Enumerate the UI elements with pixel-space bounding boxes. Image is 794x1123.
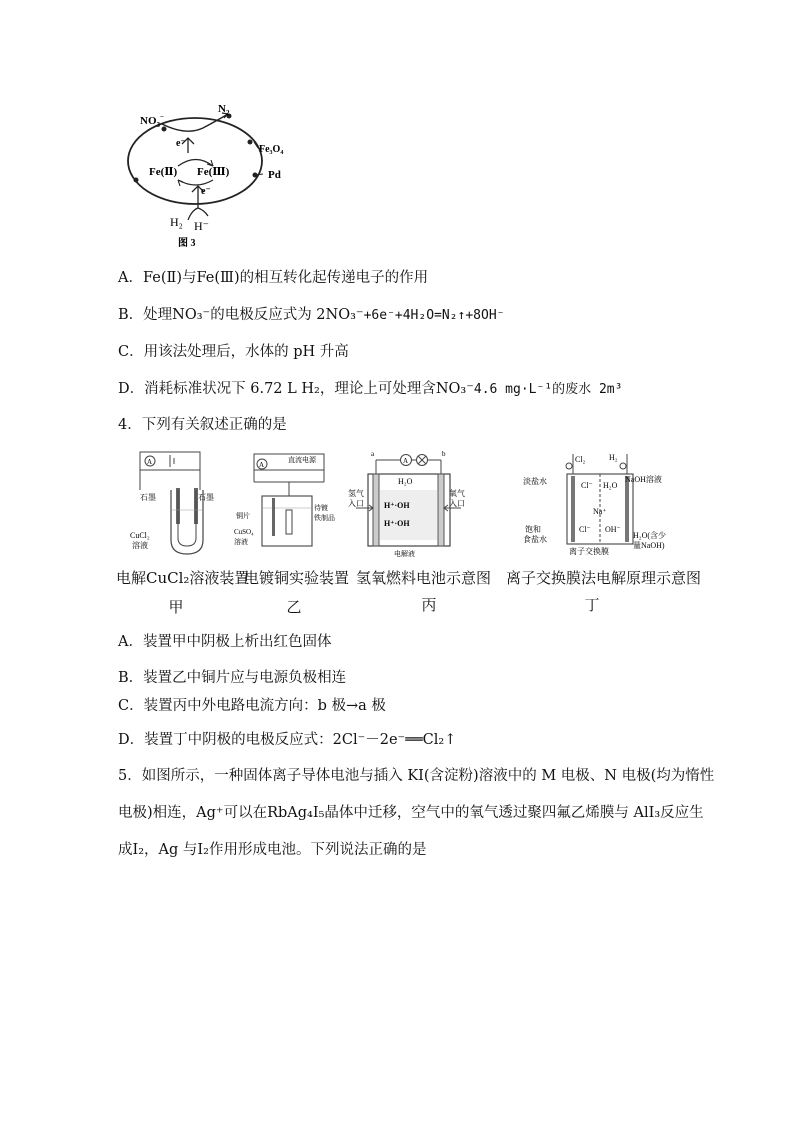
svg-text:NaOH溶液: NaOH溶液 xyxy=(625,475,662,484)
device-yi-caption: 电镀铜实验装置 xyxy=(244,569,350,587)
fe3-label: Fe(Ⅲ) xyxy=(197,166,230,178)
svg-text:Na⁺: Na⁺ xyxy=(593,507,607,516)
svg-text:石墨: 石墨 xyxy=(198,493,214,502)
svg-text:A: A xyxy=(403,457,409,465)
q4-stem: 4．下列有关叙述正确的是 xyxy=(118,417,287,433)
svg-text:H₂O: H₂O xyxy=(398,477,413,486)
q4-option-d: D．装置丁中阴极的电极反应式：2Cl⁻－2e⁻══Cl₂↑ xyxy=(118,732,457,748)
svg-text:b: b xyxy=(442,450,446,458)
svg-text:食盐水: 食盐水 xyxy=(523,535,547,544)
fe3o4-label: Fe₃O₄ xyxy=(259,144,284,155)
device-ding-diagram xyxy=(515,452,685,564)
fe2-label: Fe(Ⅱ) xyxy=(149,166,178,178)
svg-text:A: A xyxy=(259,461,265,469)
q4-option-a: A．装置甲中阴极上析出红色固体 xyxy=(118,634,332,650)
svg-text:溶液: 溶液 xyxy=(132,541,148,550)
q5-line-2: 电极)相连，Ag⁺可以在RbAg₄I₅晶体中迁移，空气中的氧气透过聚四氟乙烯膜与 AlI₃反应生 xyxy=(118,805,704,821)
svg-text:石墨: 石墨 xyxy=(140,493,156,502)
figure-3-caption: 图 3 xyxy=(178,238,196,249)
q3-option-d: D．消耗标准状况下 6.72 L H₂，理论上可处理含NO₃⁻4.6 mg·L⁻¹的废水 2m³ xyxy=(118,381,623,397)
device-bing-label: 丙 xyxy=(421,596,437,614)
q5-line-3: 成I₂，Ag 与I₂作用形成电池。下列说法正确的是 xyxy=(118,842,427,858)
svg-text:电解液: 电解液 xyxy=(394,550,415,558)
q4-option-b: B．装置乙中铜片应与电源负极相连 xyxy=(118,670,347,686)
svg-text:直流电源: 直流电源 xyxy=(288,456,316,464)
svg-text:溶液: 溶液 xyxy=(234,538,248,546)
h2-label: H₂ xyxy=(170,215,183,229)
q3-option-a: A．Fe(Ⅱ)与Fe(Ⅲ)的相互转化起传递电子的作用 xyxy=(118,270,429,286)
svg-text:A: A xyxy=(147,458,153,466)
svg-text:入口: 入口 xyxy=(449,499,465,508)
svg-text:入口: 入口 xyxy=(348,499,364,508)
device-ding-caption: 离子交换膜法电解原理示意图 xyxy=(506,569,702,587)
svg-text:H⁺·OH: H⁺·OH xyxy=(384,501,410,510)
svg-text:待镀: 待镀 xyxy=(314,504,328,512)
q4-option-c: C．装置丙中外电路电流方向：b 极→a 极 xyxy=(118,698,386,714)
q3-option-b: B．处理NO₃⁻的电极反应式为 2NO₃⁻+6e⁻+4H₂O=N₂↑+8OH⁻ xyxy=(118,307,505,323)
svg-text:CuSO₄: CuSO₄ xyxy=(234,528,254,536)
no3-label: $NO_3^-$ xyxy=(140,113,164,129)
device-jia-caption: 电解CuCl₂溶液装置 xyxy=(116,569,250,587)
device-jia-diagram xyxy=(126,450,226,565)
device-yi-label: 乙 xyxy=(286,598,302,616)
device-bing-diagram xyxy=(346,446,471,561)
q3-option-c: C．用该法处理后，水体的 pH 升高 xyxy=(118,344,349,360)
svg-text:铜片: 铜片 xyxy=(236,512,250,520)
svg-text:氧气: 氧气 xyxy=(449,489,465,498)
svg-text:OH⁻: OH⁻ xyxy=(605,525,621,534)
svg-text:离子交换膜: 离子交换膜 xyxy=(569,547,609,556)
svg-text:Cl⁻: Cl⁻ xyxy=(579,525,591,534)
device-ding-label: 丁 xyxy=(584,596,600,614)
svg-text:H⁺·OH: H⁺·OH xyxy=(384,519,410,528)
svg-text:饱和: 饱和 xyxy=(525,525,541,534)
hminus-label: H⁻ xyxy=(194,219,209,233)
svg-text:Cl₂: Cl₂ xyxy=(575,455,586,464)
svg-text:淡盐水: 淡盐水 xyxy=(523,477,547,486)
electron-top-label: e⁻ xyxy=(176,138,186,149)
svg-text:量NaOH): 量NaOH) xyxy=(633,541,665,550)
electron-bottom-label: e⁻ xyxy=(201,186,211,197)
device-yi-diagram xyxy=(232,450,342,560)
figure-3-diagram xyxy=(118,98,298,258)
svg-text:铁制品: 铁制品 xyxy=(314,514,335,522)
svg-text:H₂: H₂ xyxy=(609,453,618,462)
svg-text:H₂O: H₂O xyxy=(603,481,618,490)
svg-text:a: a xyxy=(371,450,375,458)
pd-label: Pd xyxy=(268,169,281,181)
svg-text:Cl⁻: Cl⁻ xyxy=(581,481,593,490)
n2-label: $N_2$ xyxy=(218,103,230,117)
device-jia-label: 甲 xyxy=(168,598,184,616)
svg-text:CuCl₂: CuCl₂ xyxy=(130,531,150,540)
q5-line-1: 5．如图所示，一种固体离子导体电池与插入 KI(含淀粉)溶液中的 M 电极、N 电极(均为惰性 xyxy=(118,768,715,784)
svg-text:H₂O(含少: H₂O(含少 xyxy=(633,531,667,540)
svg-text:氢气: 氢气 xyxy=(348,489,364,498)
device-bing-caption: 氢氧燃料电池示意图 xyxy=(356,569,492,587)
